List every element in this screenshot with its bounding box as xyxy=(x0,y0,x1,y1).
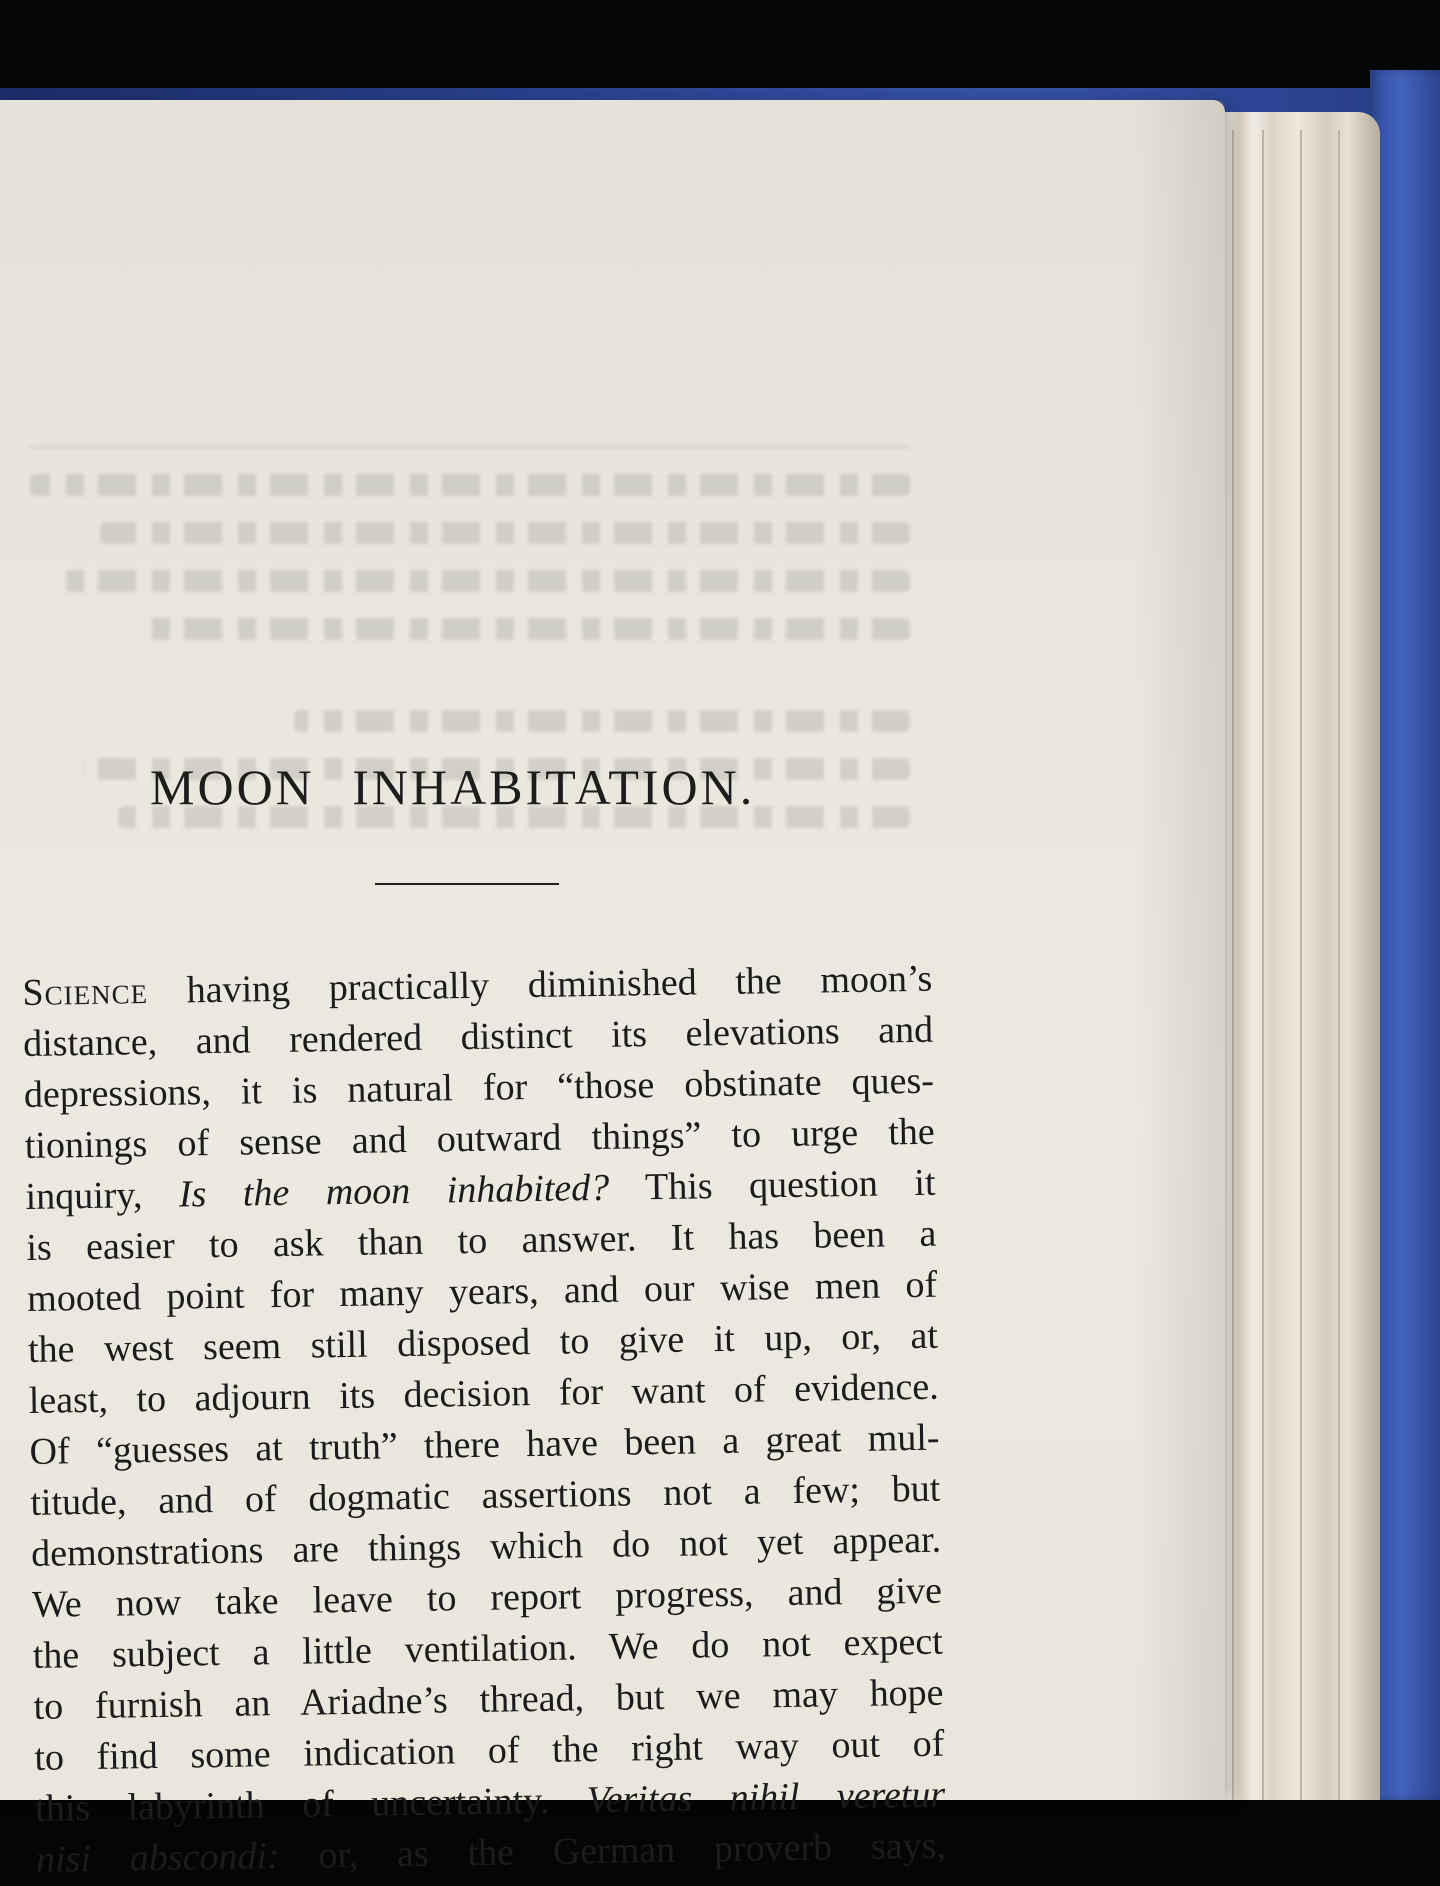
text-line: Of “guesses at truth” there have been a great mul- xyxy=(29,1416,940,1473)
text-line: tionings of sense and outward things” to urge the xyxy=(24,1110,936,1167)
ghost-line xyxy=(294,710,910,732)
page-edge-line xyxy=(1338,130,1340,1800)
ghost-line xyxy=(65,570,910,592)
latin-phrase: nisi abscondi: xyxy=(35,1835,280,1881)
text-line: to furnish an Ariadne’s thread, but we may hope xyxy=(33,1671,944,1728)
line-text: This question it xyxy=(644,1161,936,1209)
text-line: depressions, it is natural for “those obstinate ques- xyxy=(23,1059,935,1116)
page-edge-line xyxy=(1232,130,1234,1800)
body-paragraph xyxy=(22,954,946,1886)
line-text: this labyrinth of uncertainty. xyxy=(34,1779,550,1830)
book-page xyxy=(0,100,1225,1881)
text-line: demonstrations are things which do not yet appear. xyxy=(30,1518,942,1575)
page-edge-line xyxy=(1262,130,1264,1800)
title-rule xyxy=(375,883,559,885)
line-text: inquiry, xyxy=(25,1174,143,1218)
latin-phrase: Veritas nihil veretur xyxy=(586,1773,946,1822)
cover-edge xyxy=(1370,70,1440,1800)
text-line: to find some indication of the right way out of xyxy=(34,1722,945,1779)
ghost-line xyxy=(30,474,910,496)
text-line: is easier to ask than to answer. It has been a xyxy=(26,1212,937,1269)
text-line: titude, and of dogmatic assertions not a few; but xyxy=(30,1467,941,1524)
page-stack xyxy=(1200,112,1380,1800)
text-line: mooted point for many years, and our wise men of xyxy=(26,1263,938,1320)
line-text: having practically diminished the moon’s xyxy=(186,957,933,1012)
ghost-running-header xyxy=(30,390,910,448)
text-line: the subject a little ventilation. We do not expect xyxy=(32,1620,944,1677)
show-through-text xyxy=(30,390,910,960)
line-text: or, as the German proverb says, xyxy=(318,1824,947,1877)
lead-word: Science xyxy=(22,970,149,1014)
text-line: the west seem still disposed to give it up, or, at xyxy=(27,1314,939,1371)
ghost-line xyxy=(136,618,910,640)
text-line: distance, and rendered distinct its elevations and xyxy=(22,1008,934,1065)
ghost-line xyxy=(100,522,910,544)
text-line: We now take leave to report progress, and give xyxy=(31,1569,943,1626)
page-shadow xyxy=(1135,100,1225,1800)
page-edge-line xyxy=(1300,130,1302,1800)
chapter-title: MOON INHABITATION. xyxy=(150,759,756,815)
text-line: least, to adjourn its decision for want of evidence. xyxy=(28,1365,940,1422)
italic-question: Is the moon inhabited? xyxy=(178,1166,610,1216)
